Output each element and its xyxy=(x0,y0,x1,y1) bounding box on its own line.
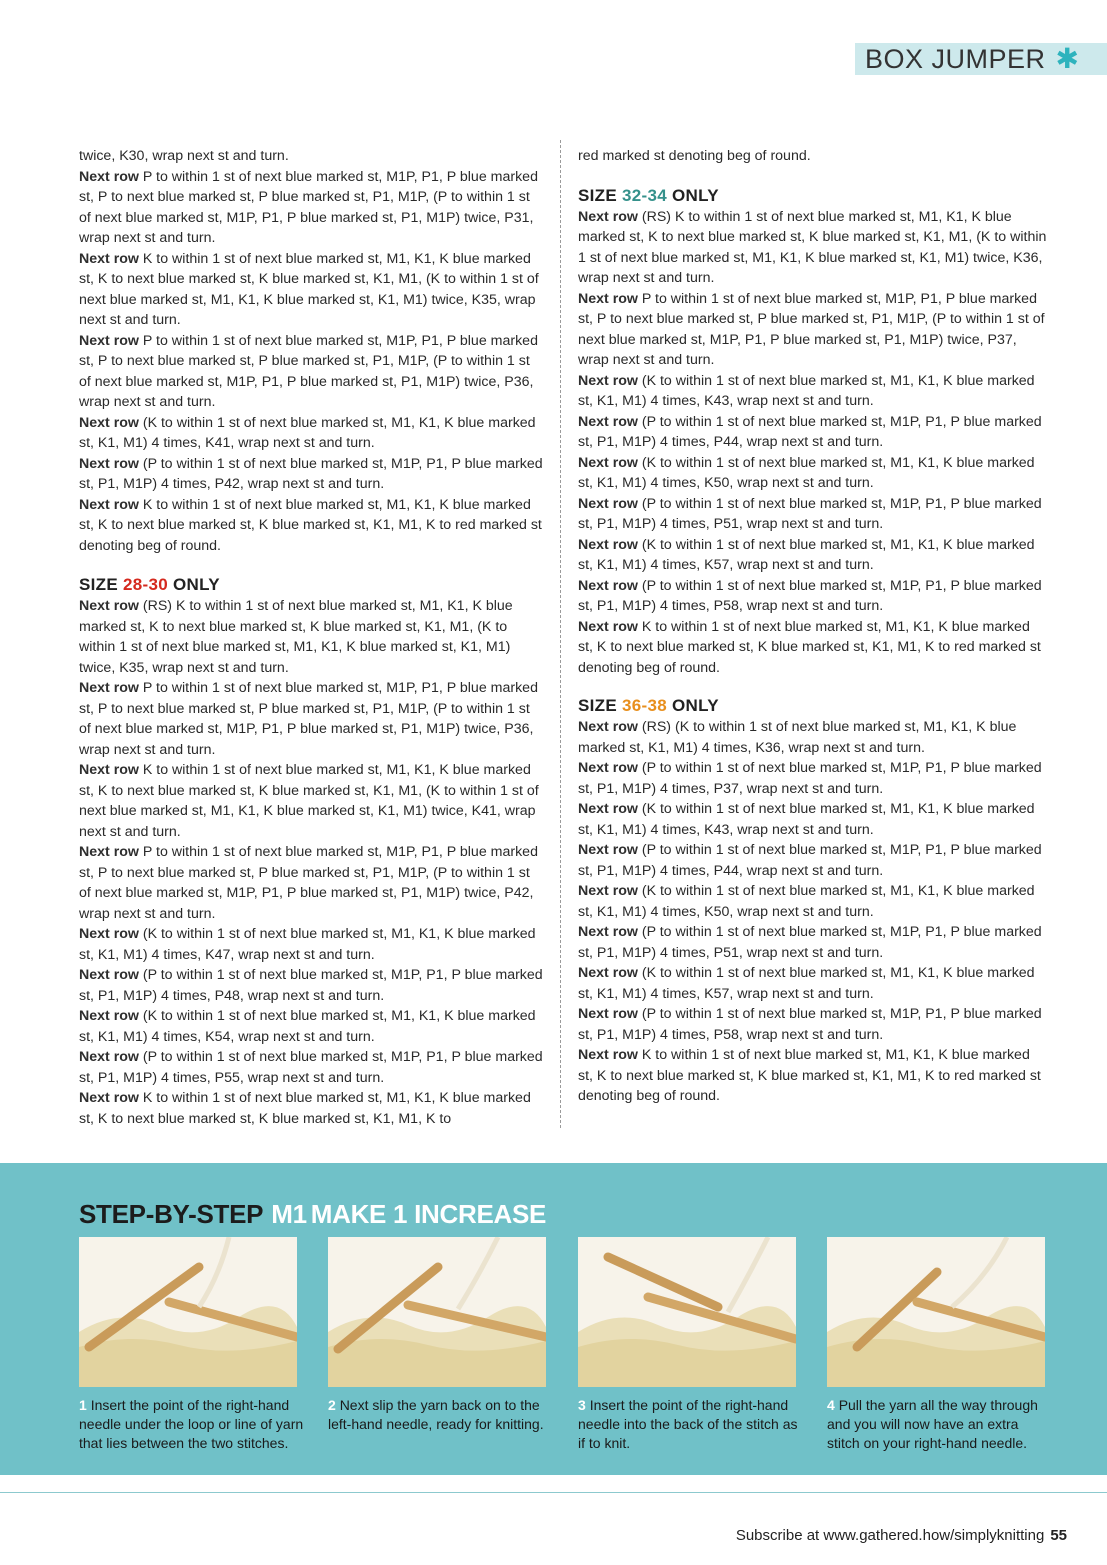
left-intro xyxy=(79,146,545,556)
footer-rule xyxy=(0,1492,1107,1493)
pattern-row: Next row (RS) (K to within 1 st of next blue marked st, M1, K1, K blue marked st, K1, M1) 4 times, K36, wrap next st and turn. xyxy=(578,719,1017,756)
pattern-row: Next row (K to within 1 st of next blue marked st, M1, K1, K blue marked st, K1, M1) 4 times, K47, wrap next st and turn. xyxy=(79,926,536,963)
section-title: BOX JUMPER xyxy=(865,43,1046,74)
step-4-photo xyxy=(827,1237,1045,1387)
size-36-38-instructions xyxy=(578,717,1048,1107)
pattern-row: Next row (K to within 1 st of next blue marked st, M1, K1, K blue marked st, K1, M1) 4 times, K50, wrap next st and turn. xyxy=(578,883,1035,920)
pattern-row: Next row (K to within 1 st of next blue marked st, M1, K1, K blue marked st, K1, M1) 4 times, K43, wrap next st and turn. xyxy=(578,801,1035,838)
step-3-caption: 3 Insert the point of the right-hand needle into the back of the stitch as if to knit. xyxy=(578,1397,798,1451)
pattern-row: Next row K to within 1 st of next blue marked st, M1, K1, K blue marked st, K to next blue marked st, K blue marked st, K1, M1, K to red marked st denoting beg of round. xyxy=(578,618,1041,676)
pattern-row: Next row (P to within 1 st of next blue marked st, M1P, P1, P blue marked st, P1, M1P) 4 times, P37, wrap next st and turn. xyxy=(578,760,1042,797)
step-4-caption: 4 Pull the yarn all the way through and you will now have an extra stitch on your right-hand needle. xyxy=(827,1397,1038,1451)
pattern-row: Next row (K to within 1 st of next blue marked st, M1, K1, K blue marked st, K1, M1) 4 times, K50, wrap next st and turn. xyxy=(578,454,1035,491)
pattern-row: Next row (RS) K to within 1 st of next blue marked st, M1, K1, K blue marked st, K to next blue marked st, K blue marked st, K1, M1, (K to within 1 st of next blue marked st, M1, K1, K blue marked st, K1, M1) twice, K36, wrap next st and turn. xyxy=(578,208,1047,286)
step-1-photo xyxy=(79,1237,297,1387)
left-column xyxy=(79,146,545,1129)
size-heading-32-34: SIZE 32-34 ONLY xyxy=(578,185,719,205)
pattern-row: Next row (P to within 1 st of next blue marked st, M1P, P1, P blue marked st, P1, M1P) 4 times, P48, wrap next st and turn. xyxy=(79,967,543,1004)
pattern-row: Next row (P to within 1 st of next blue marked st, M1P, P1, P blue marked st, P1, M1P) 4 times, P51, wrap next st and turn. xyxy=(578,495,1042,532)
size-28-30-instructions xyxy=(79,596,545,1129)
pattern-row: Next row (P to within 1 st of next blue marked st, M1P, P1, P blue marked st, P1, M1P) 4 times, P42, wrap next st and turn. xyxy=(79,455,543,492)
pattern-row: Next row (K to within 1 st of next blue marked st, M1, K1, K blue marked st, K1, M1) 4 times, K57, wrap next st and turn. xyxy=(578,965,1035,1002)
pattern-row: red marked st denoting beg of round. xyxy=(578,148,811,164)
column-divider xyxy=(560,140,561,1128)
pattern-row: Next row (K to within 1 st of next blue marked st, M1, K1, K blue marked st, K1, M1) 4 times, K54, wrap next st and turn. xyxy=(79,1008,536,1045)
size-heading-36-38: SIZE 36-38 ONLY xyxy=(578,696,719,715)
pattern-row: Next row (P to within 1 st of next blue marked st, M1P, P1, P blue marked st, P1, M1P) 4 times, P58, wrap next st and turn. xyxy=(578,577,1042,614)
subscribe-link[interactable]: Subscribe at www.gathered.how/simplyknitting xyxy=(735,1527,1045,1544)
step-2-caption: 2 Next slip the yarn back on to the left-hand needle, ready for knitting. xyxy=(328,1397,544,1432)
size-heading-28-30: SIZE 28-30 ONLY xyxy=(79,575,220,594)
pattern-row: Next row P to within 1 st of next blue marked st, M1P, P1, P blue marked st, P to next blue marked st, P blue marked st, P1, M1P, (P to within 1 st of next blue marked st, M1P, P1, P blue marked st, P1, M1P) twice, P31, wrap next st and turn. xyxy=(79,168,538,246)
pattern-row: twice, K30, wrap next st and turn. xyxy=(79,148,289,164)
pattern-row: Next row (RS) K to within 1 st of next blue marked st, M1, K1, K blue marked st, K to next blue marked st, K blue marked st, K1, M1, (K to within 1 st of next blue marked st, M1, K1, K blue marked st, K1, M1) twice, K35, wrap next st and turn. xyxy=(79,598,513,676)
pattern-row: Next row (K to within 1 st of next blue marked st, M1, K1, K blue marked st, K1, M1) 4 times, K43, wrap next st and turn. xyxy=(578,372,1035,409)
pattern-row: Next row K to within 1 st of next blue marked st, M1, K1, K blue marked st, K to next blue marked st, K blue marked st, K1, M1, K to red marked st denoting beg of round. xyxy=(578,1047,1041,1104)
pattern-row: Next row K to within 1 st of next blue marked st, M1, K1, K blue marked st, K to next blue marked st, K blue marked st, K1, M1, K to red marked st denoting beg of round. xyxy=(79,496,542,554)
pattern-row: Next row K to within 1 st of next blue marked st, M1, K1, K blue marked st, K to next blue marked st, K blue marked st, K1, M1, (K to within 1 st of next blue marked st, M1, K1, K blue marked st, K1, M1) twice, K35, wrap next st and turn. xyxy=(79,250,539,328)
step-2-photo xyxy=(328,1237,546,1387)
pattern-row: Next row (K to within 1 st of next blue marked st, M1, K1, K blue marked st, K1, M1) 4 times, K57, wrap next st and turn. xyxy=(578,536,1035,573)
pattern-row: Next row P to within 1 st of next blue marked st, M1P, P1, P blue marked st, P to next blue marked st, P blue marked st, P1, M1P, (P to within 1 st of next blue marked st, M1P, P1, P blue marked st, P1, M1P) twice, P36, wrap next st and turn. xyxy=(79,332,538,410)
pattern-row: Next row (P to within 1 st of next blue marked st, M1P, P1, P blue marked st, P1, M1P) 4 times, P44, wrap next st and turn. xyxy=(578,842,1042,879)
pattern-row: Next row P to within 1 st of next blue marked st, M1P, P1, P blue marked st, P to next blue marked st, P blue marked st, P1, M1P, (P to within 1 st of next blue marked st, M1P, P1, P blue marked st, P1, M1P) twice, P36, wrap next st and turn. xyxy=(79,680,538,758)
pattern-row: Next row (P to within 1 st of next blue marked st, M1P, P1, P blue marked st, P1, M1P) 4 times, P51, wrap next st and turn. xyxy=(578,924,1042,961)
pattern-row: Next row (K to within 1 st of next blue marked st, M1, K1, K blue marked st, K1, M1) 4 times, K41, wrap next st and turn. xyxy=(79,414,536,451)
pattern-row: Next row (P to within 1 st of next blue marked st, M1P, P1, P blue marked st, P1, M1P) 4 times, P55, wrap next st and turn. xyxy=(79,1049,543,1086)
pattern-row: Next row P to within 1 st of next blue marked st, M1P, P1, P blue marked st, P to next blue marked st, P blue marked st, P1, M1P, (P to within 1 st of next blue marked st, M1P, P1, P blue marked st, P1, M1P) twice, P37, wrap next st and turn. xyxy=(578,290,1045,368)
size-32-34-instructions xyxy=(578,207,1048,679)
pattern-row: Next row P to within 1 st of next blue marked st, M1P, P1, P blue marked st, P to next blue marked st, P blue marked st, P1, M1P, (P to within 1 st of next blue marked st, M1P, P1, P blue marked st, P1, M1P) twice, P42, wrap next st and turn. xyxy=(79,844,538,922)
pattern-row: Next row (P to within 1 st of next blue marked st, M1P, P1, P blue marked st, P1, M1P) 4 times, P58, wrap next st and turn. xyxy=(578,1006,1042,1043)
section-header-tab xyxy=(855,43,1107,75)
asterisk-icon: ✱ xyxy=(1055,43,1079,74)
pattern-row: Next row K to within 1 st of next blue marked st, M1, K1, K blue marked st, K to next blue marked st, K blue marked st, K1, M1, K to xyxy=(79,1090,531,1127)
step-1-caption: 1 Insert the point of the right-hand needle under the loop or line of yarn that lies between the two stitches. xyxy=(79,1397,304,1451)
pattern-row: Next row (P to within 1 st of next blue marked st, M1P, P1, P blue marked st, P1, M1P) 4 times, P44, wrap next st and turn. xyxy=(578,413,1042,450)
step-3-photo xyxy=(578,1237,796,1387)
right-column xyxy=(578,146,1048,1107)
footer xyxy=(736,1527,1067,1544)
pattern-row: Next row K to within 1 st of next blue marked st, M1, K1, K blue marked st, K to next blue marked st, K blue marked st, K1, M1, (K to within 1 st of next blue marked st, M1, K1, K blue marked st, K1, M1) twice, K41, wrap next st and turn. xyxy=(79,762,539,840)
step-by-step-title: STEP-BY-STEP M1 MAKE 1 INCREASE xyxy=(79,1199,547,1229)
page-number: 55 xyxy=(1050,1527,1067,1544)
